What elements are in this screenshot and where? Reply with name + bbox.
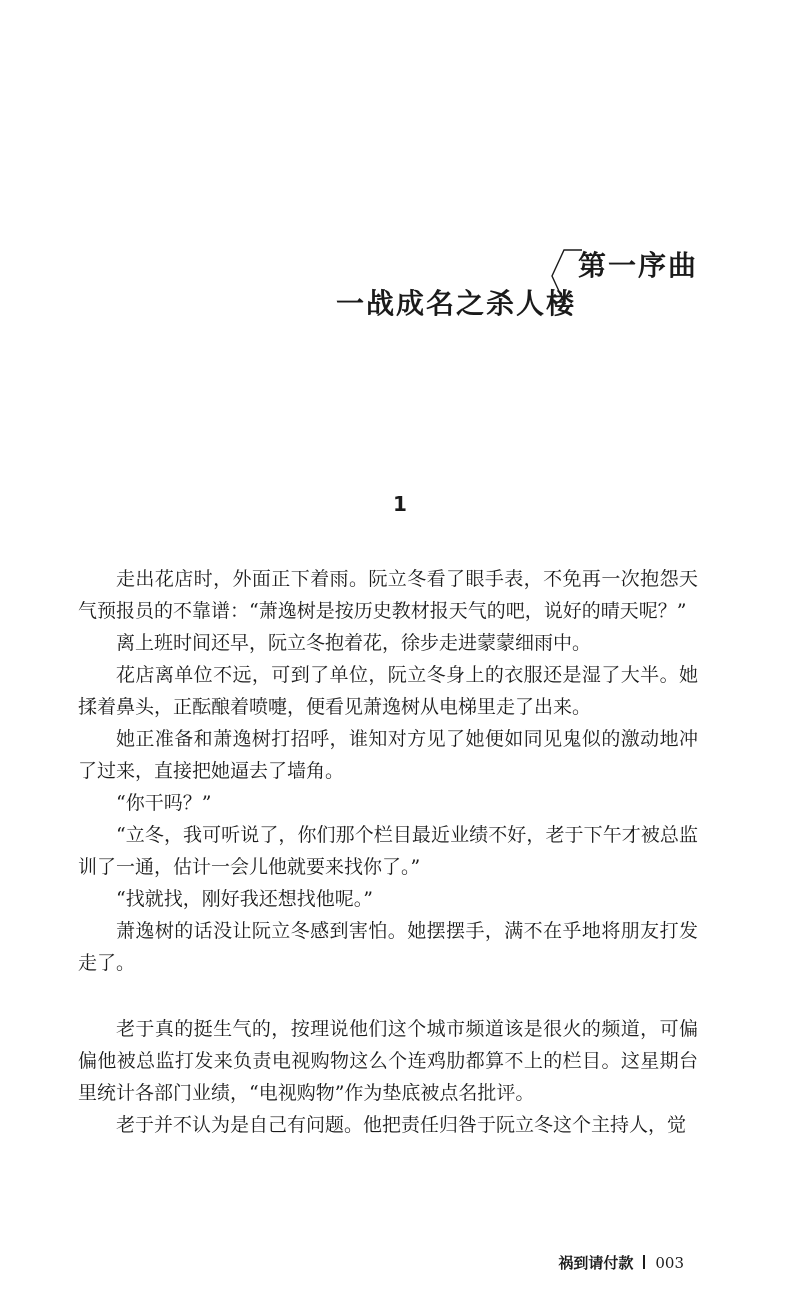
paragraph: 离上班时间还早，阮立冬抱着花，徐步走进蒙蒙细雨中。 bbox=[116, 632, 592, 654]
paragraph: 花店离单位不远，可到了单位，阮立冬身上的衣服还是湿了大半。她揉着鼻头，正酝酿着喷嚏，便看见萧逸树从电梯里走了出来。 bbox=[78, 664, 698, 718]
page-footer bbox=[558, 1252, 684, 1273]
chapter-label: 第一序曲 bbox=[578, 249, 699, 282]
footer-book-title: 祸到请付款 bbox=[558, 1254, 634, 1272]
paragraph: 老于并不认为是自己有问题。他把责任归咎于阮立冬这个主持人，觉 bbox=[116, 1114, 687, 1136]
paragraph: “你干吗？” bbox=[116, 792, 212, 814]
chapter-title: 一战成名之杀人楼 bbox=[336, 287, 577, 320]
footer-divider bbox=[643, 1255, 645, 1269]
body-text bbox=[78, 563, 698, 1141]
paragraph: 老于真的挺生气的，按理说他们这个城市频道该是很火的频道，可偏偏他被总监打发来负责电视购物这么个连鸡肋都算不上的栏目。这星期台里统计各部门业绩，“电视购物”作为垫底被点名批评。 bbox=[78, 1018, 698, 1104]
paragraph: 走出花店时，外面正下着雨。阮立冬看了眼手表，不免再一次抱怨天气预报员的不靠谱：“萧逸树是按历史教材报天气的吧，说好的晴天呢？” bbox=[78, 568, 698, 622]
section-number: 1 bbox=[393, 492, 407, 516]
paragraph: “找就找，刚好我还想找他呢。” bbox=[116, 888, 373, 910]
paragraph: “立冬，我可听说了，你们那个栏目最近业绩不好，老于下午才被总监训了一通，估计一会儿他就要来找你了。” bbox=[78, 824, 698, 878]
paragraph: 她正准备和萧逸树打招呼，谁知对方见了她便如同见鬼似的激动地冲了过来，直接把她逼去了墙角。 bbox=[78, 728, 698, 782]
paragraph: 萧逸树的话没让阮立冬感到害怕。她摆摆手，满不在乎地将朋友打发走了。 bbox=[78, 920, 698, 974]
paragraph-gap bbox=[78, 979, 698, 1013]
footer-page-number: 003 bbox=[655, 1254, 684, 1272]
